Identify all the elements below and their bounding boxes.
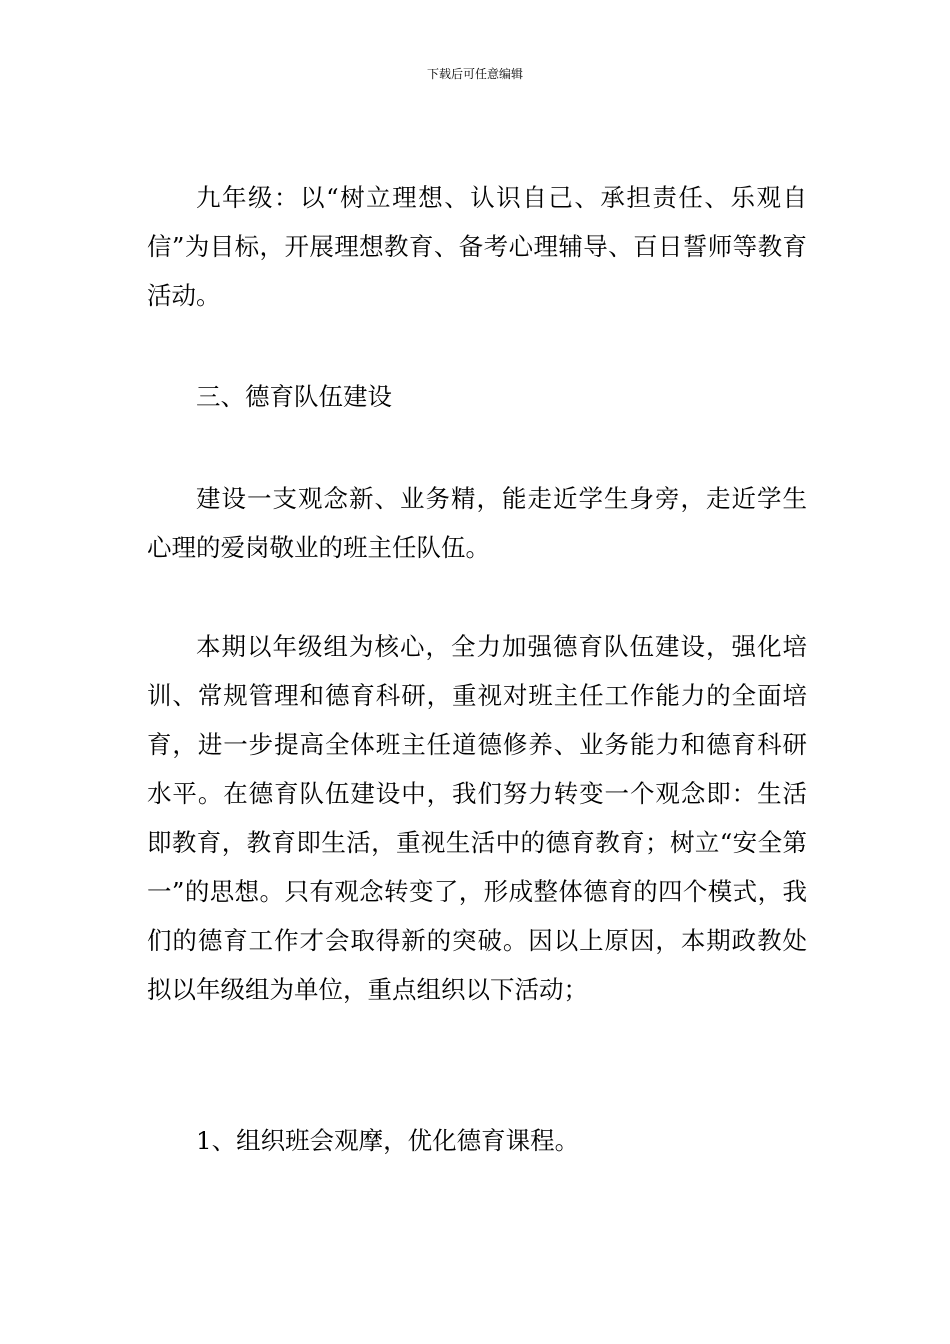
paragraph-text: 建设一支观念新、业务精，能走近学生身旁，走近学生心理的爱岗敬业的班主任队伍。 xyxy=(147,484,807,562)
page-header: 下载后可任意编辑 xyxy=(426,67,523,81)
section-heading-moral-team xyxy=(147,372,807,421)
paragraph-text: 本期以年级组为核心，全力加强德育队伍建设，强化培训、常规管理和德育科研，重视对班主任工作能力的全面培育，进一步提高全体班主任道德修养、业务能力和德育科研水平。在德育队伍建设中，我们努力转变一个观念即：生活即教育，教育即生活，重视生活中的德育教育；树立“安全第一”的思想。只有观念转变了，形成整体德育的四个模式，我们的德育工作才会取得新的突破。因以上原因，本期政教处拟以年级组为单位，重点组织以下活动； xyxy=(147,632,807,1004)
heading-text: 三、德育队伍建设 xyxy=(196,382,392,411)
paragraph-text: 九年级：以“树立理想、认识自己、承担责任、乐观自信”为目标，开展理想教育、备考心理辅导、百日誓师等教育活动。 xyxy=(147,183,807,310)
paragraph-grade-nine xyxy=(147,173,807,320)
list-item-class-meeting xyxy=(147,1116,807,1165)
paragraph-team-building xyxy=(147,622,807,1014)
paragraph-team-goal xyxy=(147,474,807,572)
list-item-text: 1、组织班会观摩，优化德育课程。 xyxy=(196,1126,580,1155)
